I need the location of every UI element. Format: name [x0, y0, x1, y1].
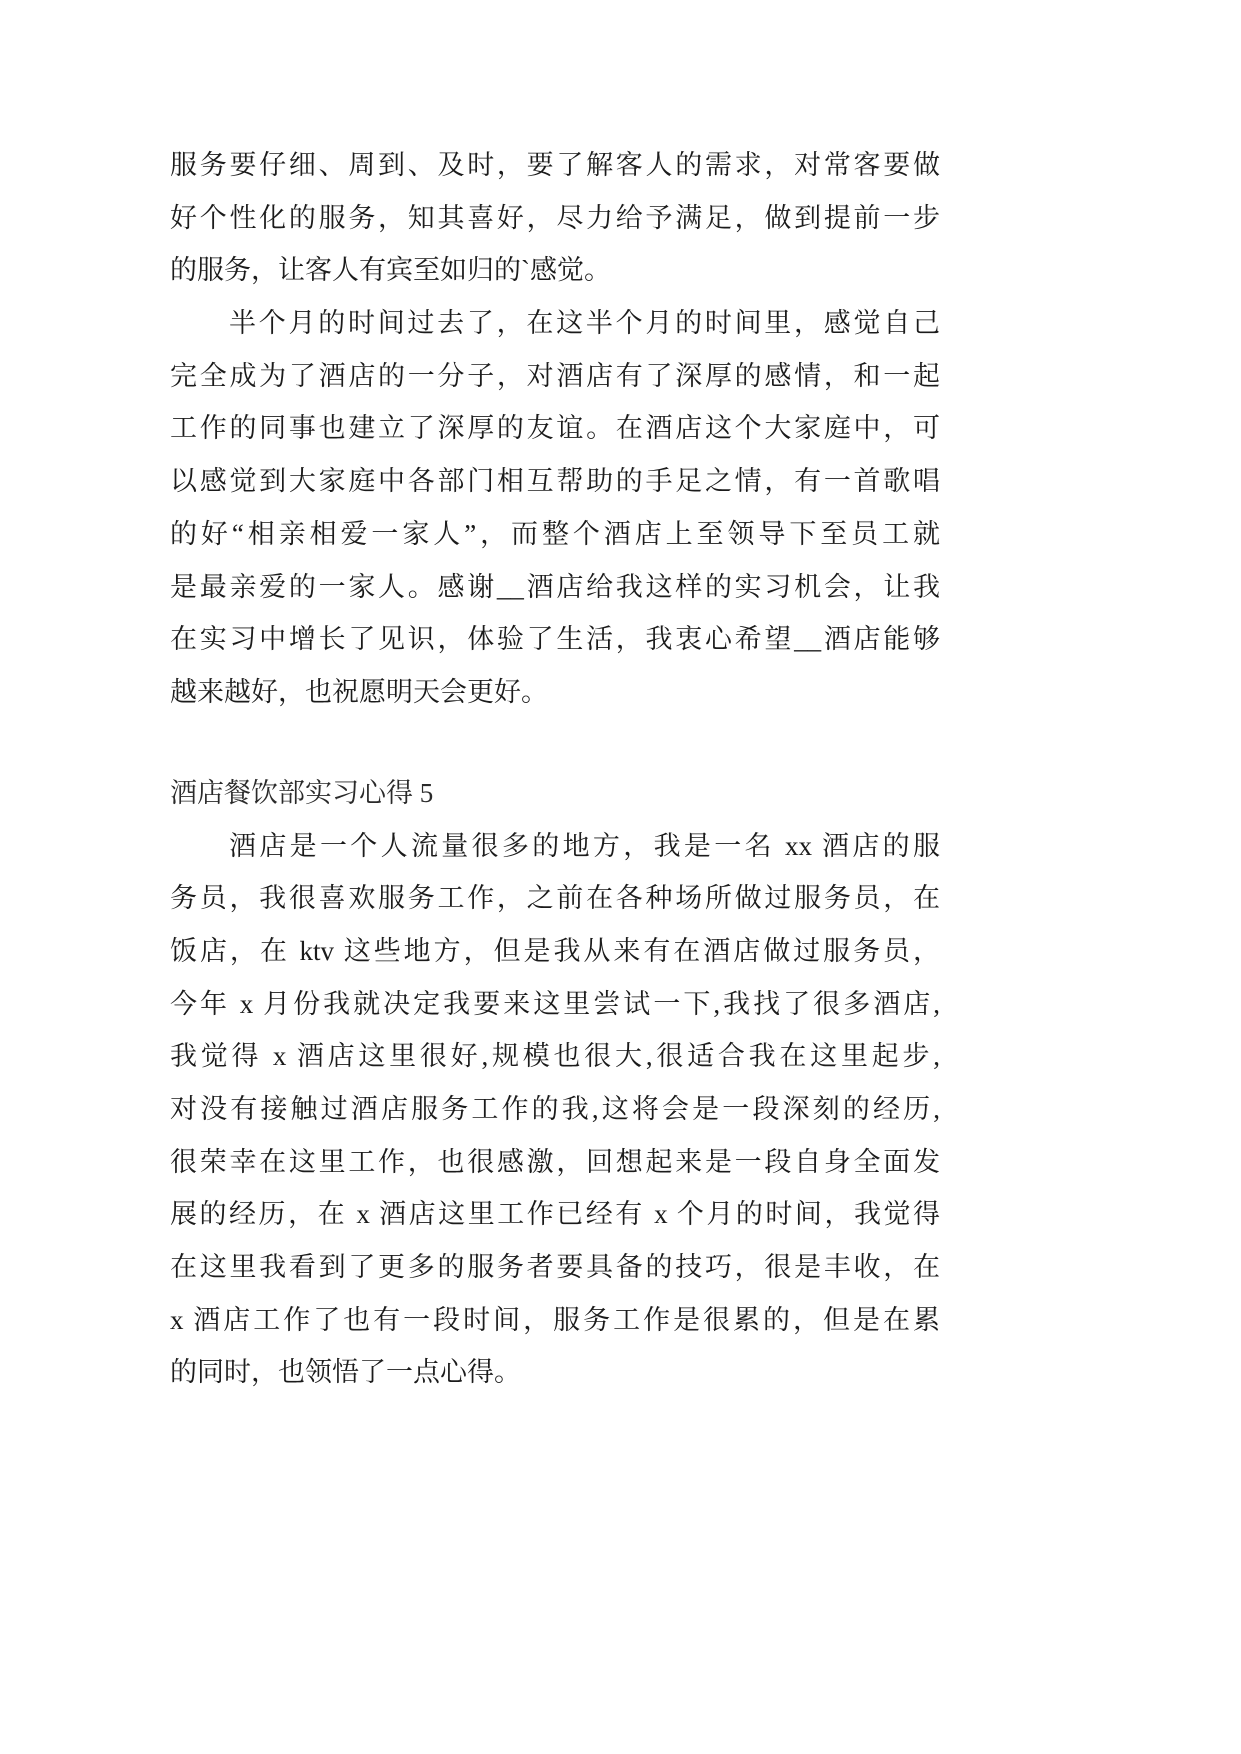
text-line: 在实习中增长了见识，体验了生活，我衷心希望__酒店能够 [170, 624, 940, 655]
paragraph-section-5 [170, 820, 940, 1400]
text-line: 工作的同事也建立了深厚的友谊。在酒店这个大家庭中，可 [170, 413, 940, 444]
document-body [170, 139, 940, 1399]
text-line: 务员，我很喜欢服务工作，之前在各种场所做过服务员，在 [170, 883, 940, 914]
text-line: 展的经历，在 x 酒店这里工作已经有 x 个月的时间，我觉得 [170, 1199, 940, 1230]
text-line: 我觉得 x 酒店这里很好,规模也很大,很适合我在这里起步, [170, 1041, 940, 1072]
paragraph-half-month [170, 297, 940, 719]
text-line: 饭店，在 ktv 这些地方，但是我从来有在酒店做过服务员， [170, 935, 940, 966]
text-line: 越来越好，也祝愿明天会更好。 [170, 676, 548, 707]
text-line: 今年 x 月份我就决定我要来这里尝试一下,我找了很多酒店, [170, 988, 940, 1019]
text-line: 完全成为了酒店的一分子，对酒店有了深厚的感情，和一起 [170, 360, 940, 391]
section-heading: 酒店餐饮部实习心得 5 [170, 777, 434, 808]
text-line: 在这里我看到了更多的服务者要具备的技巧，很是丰收，在 [170, 1252, 940, 1283]
text-line: x 酒店工作了也有一段时间，服务工作是很累的，但是在累 [170, 1304, 940, 1335]
text-line: 对没有接触过酒店服务工作的我,这将会是一段深刻的经历, [170, 1093, 940, 1124]
text-line: 的服务，让客人有宾至如归的`感觉。 [170, 255, 611, 286]
text-line: 好个性化的服务，知其喜好，尽力给予满足，做到提前一步 [170, 202, 940, 233]
text-line: 半个月的时间过去了，在这半个月的时间里，感觉自己 [229, 308, 940, 339]
text-line: 的同时，也领悟了一点心得。 [170, 1357, 521, 1388]
paragraph-continuation [170, 139, 940, 297]
text-line: 酒店是一个人流量很多的地方，我是一名 xx 酒店的服 [229, 830, 940, 861]
text-line: 是最亲爱的一家人。感谢__酒店给我这样的实习机会，让我 [170, 571, 940, 602]
text-line: 很荣幸在这里工作，也很感激，回想起来是一段自身全面发 [170, 1146, 940, 1177]
text-line: 服务要仔细、周到、及时，要了解客人的需求，对常客要做 [170, 150, 940, 180]
text-line: 以感觉到大家庭中各部门相互帮助的手足之情，有一首歌唱 [170, 466, 940, 497]
text-line: 的好“相亲相爱一家人”，而整个酒店上至领导下至员工就 [170, 518, 940, 549]
